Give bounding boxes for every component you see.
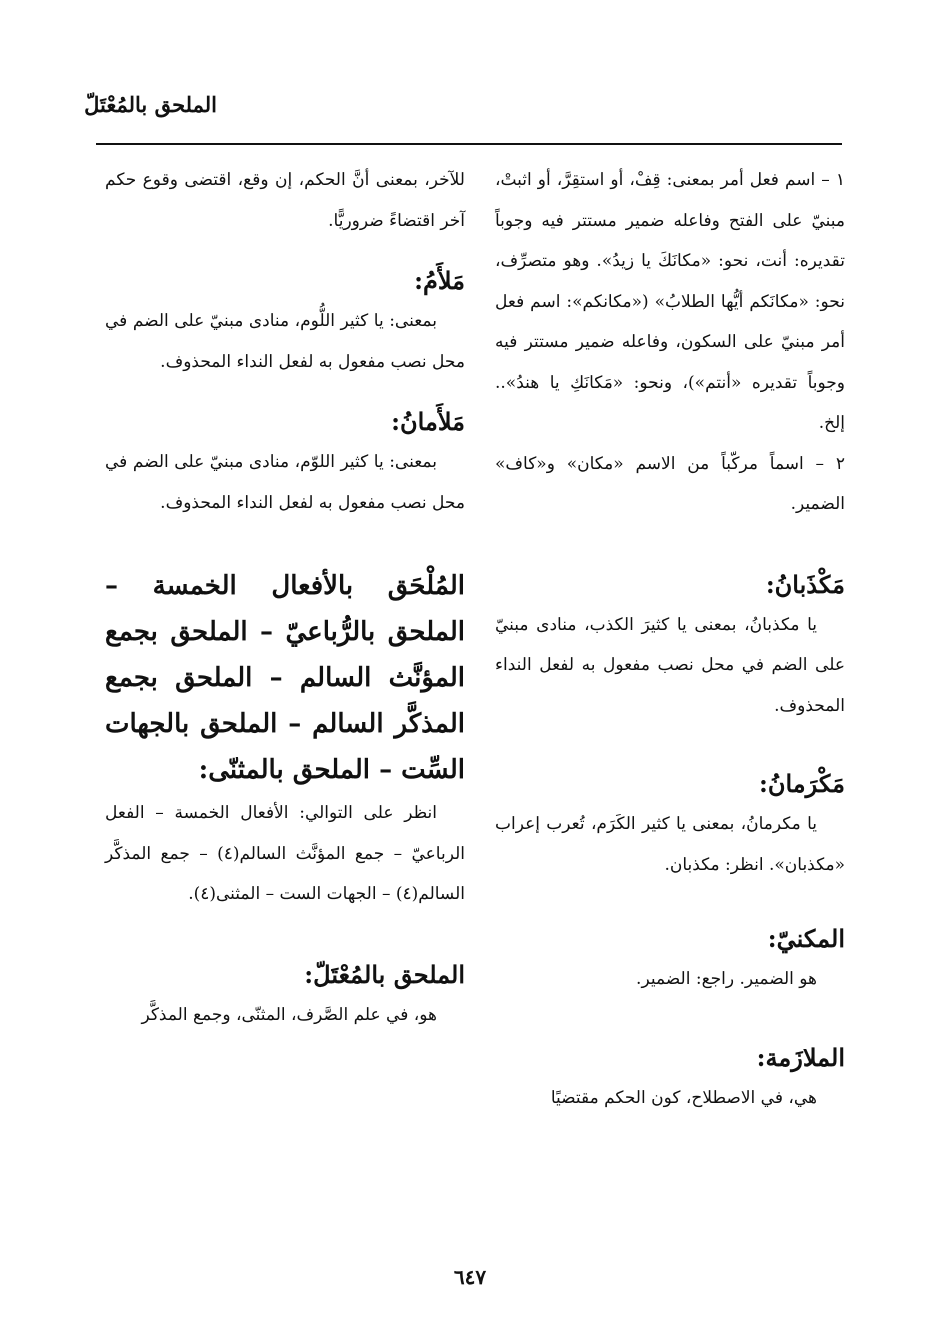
entry-text-mulazama: هي، في الاصطلاح، كون الحكم مقتضيًا	[550, 1087, 817, 1108]
entry-text-malaman: بمعنى: يا كثير اللوّم، منادى مبنيّ على الضم في محل نصب مفعول به لفعل النداء المحذوف.	[105, 452, 465, 513]
entry-text-makraman: يا مكرمانُ، بمعنى يا كثير الكَرَم، تُعرب إعراب «مكذبان». انظر: مكذبان.	[495, 814, 845, 875]
entry-heading-mutal: الملحق بالمُعْتَلّ:	[304, 959, 465, 989]
entry-text-makdhaban: يا مكذبانُ، بمعنى يا كثيرَ الكذب، منادى مبنيّ على الضم في محل نصب مفعول به لفعل النداء المحذوف.	[495, 614, 845, 716]
entry-text-makni: هو الضمير. راجع: الضمير.	[636, 969, 817, 989]
entry-heading-malam: مَلأَمُ:	[414, 266, 465, 295]
entry-heading-mulazama: الملازَمة:	[756, 1042, 845, 1072]
entry-text-malam: بمعنى: يا كثير اللُّوم، منادى مبنيّ على الضم في محل نصب مفعول به لفعل النداء المحذوف.	[105, 311, 465, 372]
entry-makan-definition-1: ١ – اسم فعل أمر بمعنى: قِفْ، أو استقِرَّ، أو اثبتْ، مبنيّ على الفتح وفاعله ضمير مستتر فيه وجوباً تقديره: أنت، نحو: «مكانَكَ يا زيدُ». وهو متصرِّف، نحو: «مكانَكم أيُّها الطلابُ» («مكانكم»: اسم فعل أمر مبنيّ على السكون، وفاعله ضمير مستتر فيه وجوباً تقديره «أنتم»)، ونحو: «مَكانَكِ يا هندُ».. إلخ.	[495, 170, 845, 433]
entry-heading-makni: المكنيّ:	[767, 924, 845, 953]
entry-continuation-text: للآخر، بمعنى أنَّ الحكم، إن وقع، اقتضى وقوع حكم آخر اقتضاءً ضروريًّا.	[105, 170, 465, 231]
page-number: ٦٤٧	[453, 1265, 487, 1289]
entry-heading-makdhaban: مَكْذَبانُ:	[765, 569, 845, 599]
entry-text-mulhaq: انظر على التوالي: الأفعال الخمسة – الفعل الرباعيّ – جمع المؤنَّث السالم(٤) – جمع المذكَّر السالم(٤) – الجهات الست – المثنى(٤).	[105, 803, 465, 904]
entry-heading-mulhaq: المُلْحَق بالأفعال الخمسة – الملحق بالرُّباعيّ – الملحق بجمع المؤنَّث السالم – الملحق بجمع المذكَّر السالم – الملحق بالجهات السِّت – الملحق بالمثنّى:	[105, 571, 465, 785]
right-column	[495, 160, 845, 1118]
entry-makan-definition-2: ٢ – اسماً مركّباً من الاسم «مكان» و«كاف» الضمير.	[495, 453, 845, 514]
left-column	[105, 160, 465, 1035]
entry-heading-makraman: مَكْرَمانُ:	[758, 769, 845, 798]
header-rule	[96, 143, 842, 145]
entry-text-mutal: هو، في علم الصَّرف، المثنّى، وجمع المذكَّر	[141, 1004, 437, 1025]
running-head: الملحق بالمُعْتَلّ	[84, 92, 217, 117]
entry-heading-malaman: مَلأَمانُ:	[391, 407, 465, 436]
